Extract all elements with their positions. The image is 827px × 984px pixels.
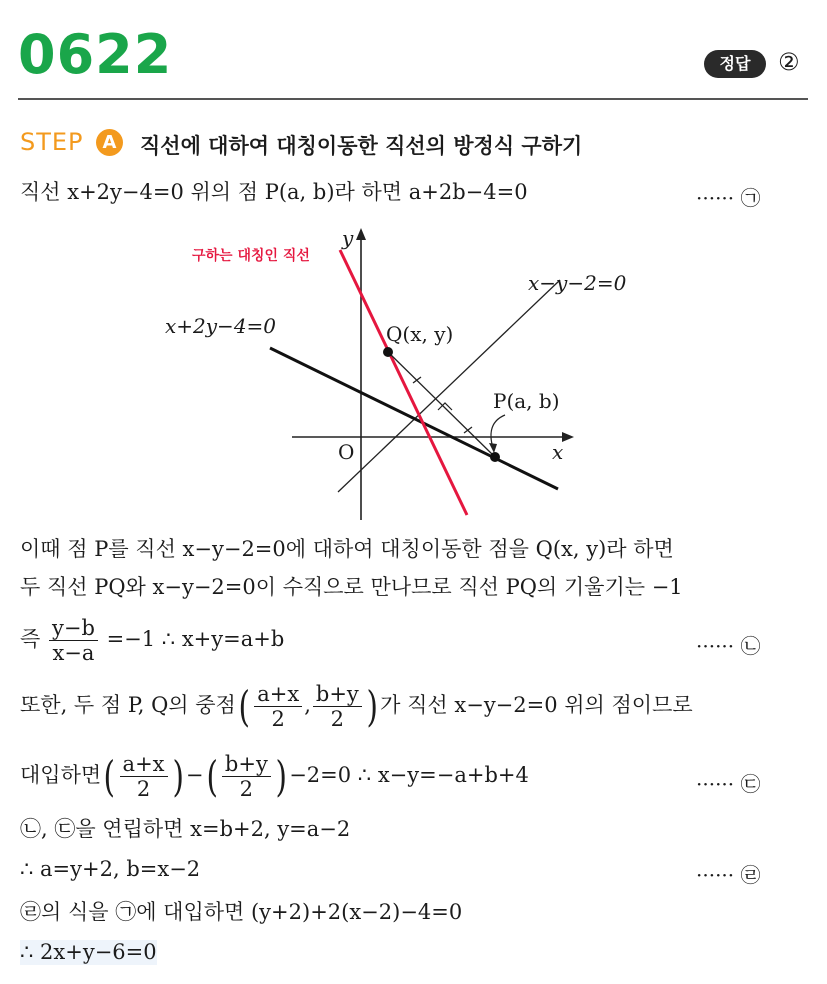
close-paren-icon: ) <box>366 681 378 731</box>
problem-number: 0622 <box>18 23 173 86</box>
solution-line-8: ∴ a=y+2, b=x−2 <box>20 857 201 881</box>
equation-marker-1: ······ ㉠ <box>696 186 761 210</box>
fraction-numerator: b+y <box>222 752 271 777</box>
fraction-numerator: b+y <box>313 682 362 707</box>
solution-line-4 <box>20 616 284 665</box>
step-letter-badge: A <box>96 129 123 156</box>
fraction-denominator: 2 <box>136 777 151 802</box>
open-paren-icon: ( <box>205 751 218 801</box>
fraction-denominator: 2 <box>330 707 345 732</box>
right-angle-mark <box>438 403 452 410</box>
final-answer-line: ∴ 2x+y−6=0 <box>20 940 157 964</box>
solution-line-1: 직선 x+2y−4=0 위의 점 P(a, b)라 하면 a+2b−4=0 <box>20 180 528 204</box>
y-axis-arrow <box>356 228 366 240</box>
answer-value: ② <box>778 48 800 76</box>
segment-pq <box>388 352 495 457</box>
line-4-prefix: 즉 <box>20 627 41 652</box>
line-4-rest: =−1 ∴ x+y=a+b <box>106 627 285 652</box>
close-paren-icon: ) <box>171 751 184 801</box>
fraction-numerator: a+x <box>120 752 168 777</box>
line-5-suffix: 가 직선 x−y−2=0 위의 점이므로 <box>380 693 693 718</box>
fraction-b-plus-y <box>222 752 271 801</box>
line-6-rest: −2=0 ∴ x−y=−a+b+4 <box>289 763 529 788</box>
fraction-midpoint-y <box>313 682 362 731</box>
solution-line-5: 또한, 두 점 P, Q의 중점( $\frac{a+x}{2}$ , $\frac{b+y}{2}$ ) 가 직선 x−y−2=0 위의 점이므로 <box>20 681 693 732</box>
fraction-denominator: 2 <box>239 777 254 802</box>
open-paren-icon: ( <box>103 751 116 801</box>
solution-line-6: 대입하면( $\frac{a+x}{2}$ ) −( $\frac{b+y}{2}$ ) −2=0 ∴ x−y=−a+b+4 <box>20 751 529 802</box>
line-x-minus-y-label: x−y−2=0 <box>528 271 627 295</box>
solution-line-9: ㉣의 식을 ㉠에 대입하면 (y+2)+2(x−2)−4=0 <box>20 900 463 924</box>
reflected-line <box>340 250 467 515</box>
open-paren-icon: ( <box>238 681 250 731</box>
line-x-plus-2y-label: x+2y−4=0 <box>165 314 277 338</box>
fraction-numerator: y−b <box>49 616 98 641</box>
point-q-label: Q(x, y) <box>386 322 454 346</box>
fraction-denominator: 2 <box>271 707 285 732</box>
x-axis-arrow <box>562 432 574 442</box>
line-x-minus-y <box>338 280 560 492</box>
equation-marker-4: ······ ㉣ <box>696 863 761 887</box>
y-axis-label: y <box>342 226 354 250</box>
step-title: 직선에 대하여 대칭이동한 직선의 방정식 구하기 <box>140 134 583 158</box>
line-6-prefix: 대입하면 <box>20 763 102 788</box>
solution-line-7: ㉡, ㉢을 연립하면 x=b+2, y=a−2 <box>20 817 351 841</box>
point-p-label: P(a, b) <box>493 389 560 413</box>
close-paren-icon: ) <box>275 751 287 801</box>
fraction-denominator: x−a <box>52 641 95 666</box>
line-5-prefix: 또한, 두 점 P, Q의 중점 <box>20 693 236 718</box>
fraction-a-plus-x <box>120 752 168 801</box>
line-x-plus-2y <box>270 348 558 489</box>
pointer-arrow <box>491 415 505 448</box>
fraction-midpoint-x <box>254 682 302 731</box>
solution-line-3: 두 직선 PQ와 x−y−2=0이 수직으로 만나므로 직선 PQ의 기울기는 −1 <box>20 575 683 599</box>
equation-marker-3: ······ ㉢ <box>696 772 761 796</box>
solution-line-2: 이때 점 P를 직선 x−y−2=0에 대하여 대칭이동한 점을 Q(x, y)라 하면 <box>20 537 674 561</box>
x-axis-label: x <box>552 440 564 464</box>
point-q <box>383 347 393 357</box>
fraction-numerator: a+x <box>254 682 302 707</box>
answer-badge: 정답 <box>704 50 766 78</box>
equation-marker-2: ······ ㉡ <box>696 634 761 658</box>
fraction-slope <box>49 616 98 665</box>
step-label: STEP <box>20 128 84 156</box>
origin-label: O <box>338 440 355 464</box>
point-p <box>490 452 500 462</box>
reflected-line-label: 구하는 대칭인 직선 <box>192 248 310 264</box>
